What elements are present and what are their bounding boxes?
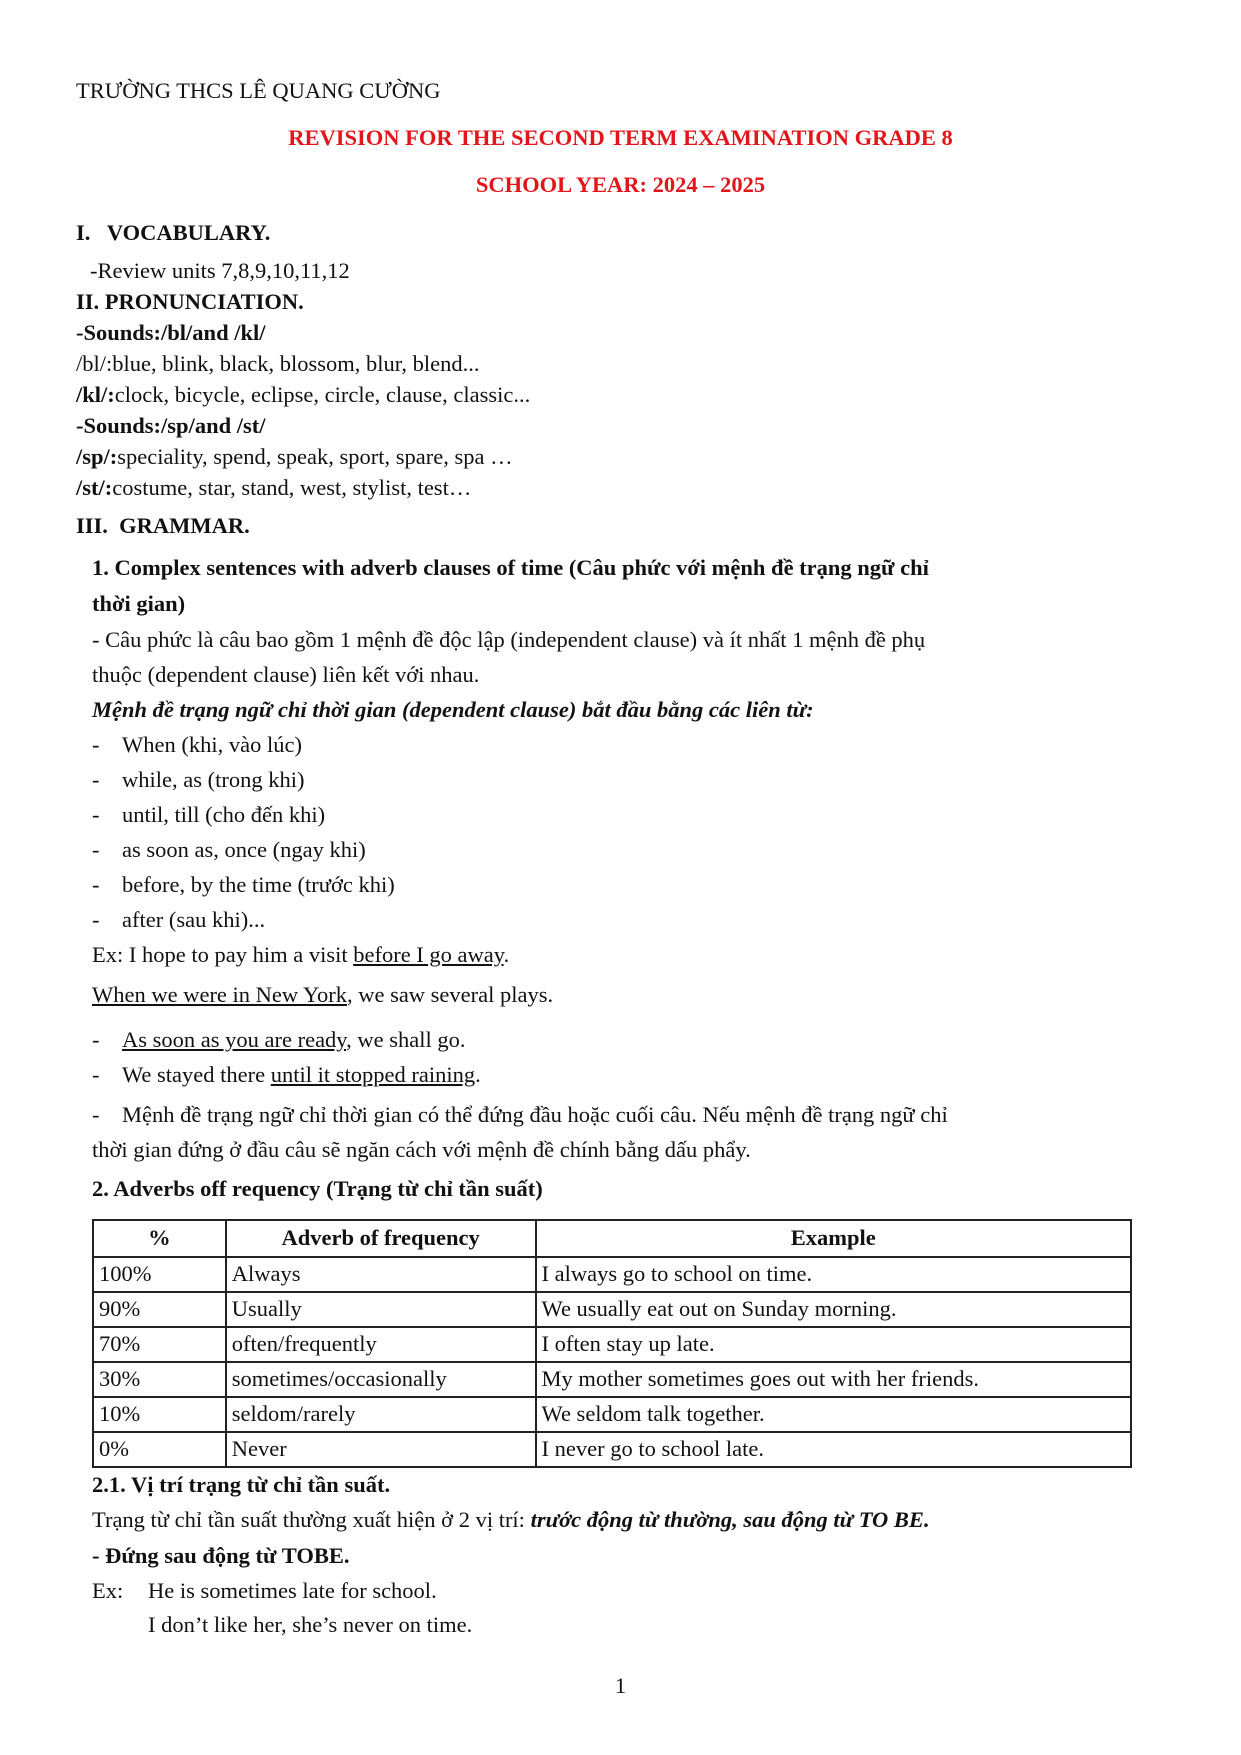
percent-cell: 30% [93, 1362, 226, 1397]
example-cell: My mother sometimes goes out with her friends. [536, 1362, 1131, 1397]
section21-subheading: - Đứng sau động từ TOBE. [92, 1543, 350, 1568]
example-cell: We seldom talk together. [536, 1397, 1131, 1432]
conjunction-item: - after (sau khi)... [92, 907, 266, 932]
table-row [93, 1257, 1131, 1292]
conjunction-item: - When (khi, vào lúc) [92, 732, 302, 757]
section21-desc: Trạng từ chỉ tần suất thường xuất hiện ở 2 vị trí: trước động từ thường, sau động từ TO BE. [92, 1507, 930, 1532]
bl-words-line [76, 351, 479, 377]
vocabulary-review: -Review units 7,8,9,10,11,12 [90, 258, 350, 283]
kl-label: /kl/: [76, 382, 115, 407]
table-row [93, 1362, 1131, 1397]
conjunction-item: - while, as (trong khi) [92, 767, 305, 792]
section1-title-line1: 1. Complex sentences with adverb clauses of time (Câu phức với mệnh đề trạng ngữ chỉ [92, 555, 929, 580]
adverb-cell: Always [226, 1257, 536, 1292]
position-note-line2: thời gian đứng ở đầu câu sẽ ngăn cách với mệnh đề chính bằng dấu phẩy. [92, 1137, 751, 1162]
table-row [93, 1397, 1131, 1432]
section1-desc-line1: - Câu phức là câu bao gồm 1 mệnh đề độc lập (independent clause) và ít nhất 1 mệnh đề phụ [92, 627, 926, 652]
adverb-cell: often/frequently [226, 1327, 536, 1362]
section1-desc-line2: thuộc (dependent clause) liên kết với nhau. [92, 662, 480, 687]
conjunction-item: - until, till (cho đến khi) [92, 802, 326, 827]
pronunciation-heading: II. PRONUNCIATION. [76, 289, 304, 314]
sp-words: speciality, spend, speak, sport, spare, spa … [117, 444, 513, 469]
example-cell: I never go to school late. [536, 1432, 1131, 1467]
column-header-example: Example [536, 1220, 1131, 1257]
section21-title: 2.1. Vị trí trạng từ chỉ tần suất. [92, 1472, 391, 1497]
percent-cell: 0% [93, 1432, 226, 1467]
percent-cell: 70% [93, 1327, 226, 1362]
section2-title: 2. Adverbs off requency (Trạng từ chỉ tần suất) [92, 1176, 543, 1201]
example-cell: We usually eat out on Sunday morning. [536, 1292, 1131, 1327]
st-label: /st/: [76, 475, 113, 500]
school-name: TRƯỜNG THCS LÊ QUANG CƯỜNG [76, 78, 441, 103]
example-5-label: Ex: [92, 1578, 124, 1603]
example-6: I don’t like her, she’s never on time. [148, 1612, 473, 1637]
document-title: REVISION FOR THE SECOND TERM EXAMINATION GRADE 8 [288, 125, 953, 150]
sp-label: /sp/: [76, 444, 118, 469]
school-year: SCHOOL YEAR: 2024 – 2025 [475, 172, 766, 197]
position-note-line1: - Mệnh đề trạng ngữ chỉ thời gian có thể đứng đầu hoặc cuối câu. Nếu mệnh đề trạng ngữ chỉ [92, 1102, 948, 1127]
percent-cell: 90% [93, 1292, 226, 1327]
sounds-bl-kl: -Sounds:/bl/and /kl/ [76, 320, 266, 345]
sounds-sp-st: -Sounds:/sp/and /st/ [76, 413, 266, 438]
conjunctions-intro: Mệnh đề trạng ngữ chỉ thời gian (dependent clause) bắt đầu bằng các liên từ: [92, 697, 814, 722]
grammar-heading: III. GRAMMAR. [76, 513, 250, 538]
vocabulary-heading: I. VOCABULARY. [76, 220, 271, 245]
adverb-cell: Usually [226, 1292, 536, 1327]
table-row [93, 1327, 1131, 1362]
kl-words: clock, bicycle, eclipse, circle, clause, classic... [114, 382, 531, 407]
example-cell: I always go to school on time. [536, 1257, 1131, 1292]
frequency-table [92, 1219, 1132, 1468]
column-header-adverb: Adverb of frequency [226, 1220, 536, 1257]
page-number: 1 [614, 1673, 627, 1698]
table-header-row [93, 1220, 1131, 1257]
adverb-cell: seldom/rarely [226, 1397, 536, 1432]
example-3: - As soon as you are ready, we shall go. [92, 1027, 466, 1052]
sp-words-line [76, 444, 513, 470]
example-2: When we were in New York, we saw several plays. [92, 982, 554, 1007]
bl-label: /bl/: [76, 351, 113, 376]
example-1: Ex: I hope to pay him a visit before I go away. [92, 942, 510, 967]
kl-words-line [76, 382, 530, 408]
adverb-cell: Never [226, 1432, 536, 1467]
st-words: costume, star, stand, west, stylist, test… [112, 475, 472, 500]
st-words-line [76, 475, 471, 501]
adverb-cell: sometimes/occasionally [226, 1362, 536, 1397]
table-row [93, 1292, 1131, 1327]
bl-words: blue, blink, black, blossom, blur, blend... [112, 351, 480, 376]
example-4: - We stayed there until it stopped raining. [92, 1062, 481, 1087]
example-cell: I often stay up late. [536, 1327, 1131, 1362]
percent-cell: 10% [93, 1397, 226, 1432]
column-header-percent: % [93, 1220, 226, 1257]
example-5: He is sometimes late for school. [148, 1578, 437, 1603]
section1-title-line2: thời gian) [92, 591, 186, 616]
conjunction-item: - as soon as, once (ngay khi) [92, 837, 366, 862]
conjunction-item: - before, by the time (trước khi) [92, 872, 395, 897]
table-row [93, 1432, 1131, 1467]
percent-cell: 100% [93, 1257, 226, 1292]
